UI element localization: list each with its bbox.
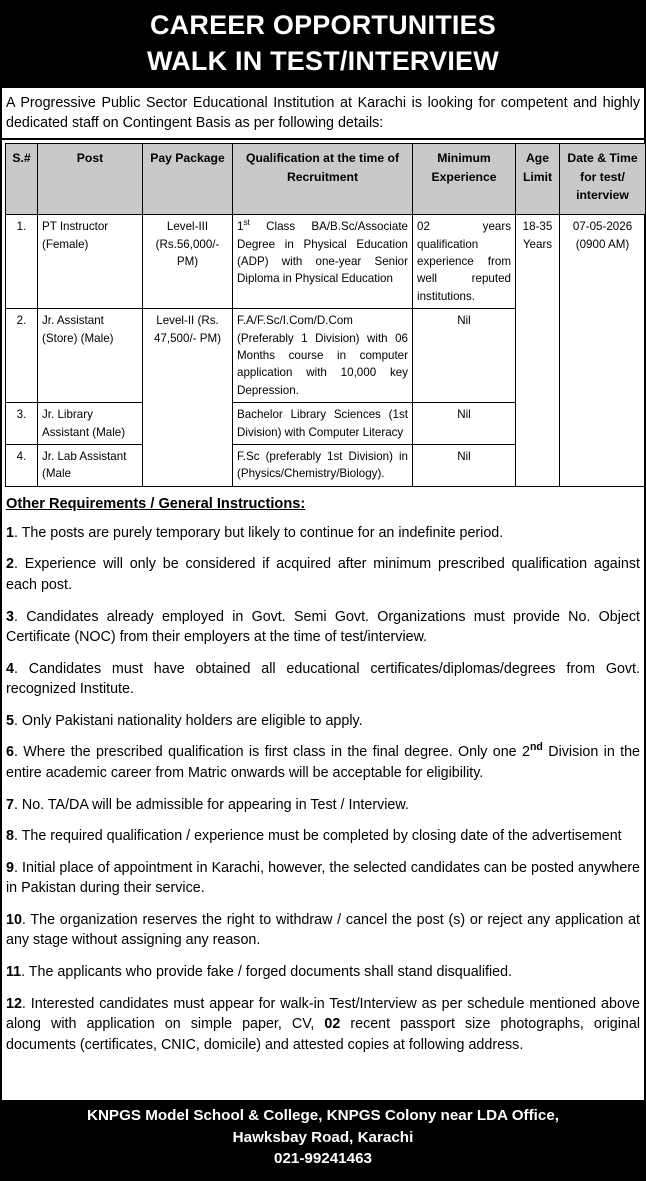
instruction-number: 8 (6, 828, 14, 845)
instruction-item-4 (6, 659, 640, 700)
instruction-item-6 (6, 742, 640, 783)
table-row (6, 215, 646, 309)
instruction-item-5 (6, 711, 640, 732)
qualification-prefix: 1 (237, 220, 244, 234)
instructions-heading: Other Requirements / General Instructions: (6, 495, 306, 512)
cell-qualification (233, 215, 413, 309)
instruction-number: 5 (6, 712, 14, 729)
instruction-item-12 (6, 994, 640, 1056)
instruction-text: . Experience will only be considered if acquired after minimum prescribed qualification against each post. (6, 556, 640, 593)
instruction-number: 3 (6, 608, 14, 625)
instruction-item-7 (6, 795, 640, 816)
instruction-text: . The organization reserves the right to withdraw / cancel the post (s) or reject any application at any stage without assigning any reason. (6, 911, 640, 949)
instruction-number: 7 (6, 796, 14, 813)
instruction-text-suffix: recent passport size photographs, original documents (certificates, CNIC, domicile) and attested copies at following address. (6, 1016, 640, 1053)
instruction-item-2 (6, 554, 640, 595)
cell-post: Jr. Assistant (Store) (Male) (38, 309, 143, 403)
instruction-superscript: nd (529, 741, 543, 754)
cell-post: Jr. Lab Assistant (Male (38, 444, 143, 486)
cell-post: Jr. Library Assistant (Male) (38, 403, 143, 445)
cell-experience: Nil (413, 444, 516, 486)
cell-qualification: Bachelor Library Sciences (1st Division) with Computer Literacy (233, 403, 413, 445)
instruction-text: . Initial place of appointment in Karachi, however, the selected candidates can be posted anywhere in Pakistan during their service. (6, 859, 640, 897)
table-header-row (6, 144, 646, 215)
column-header-post: Post (38, 144, 143, 215)
cell-serial: 3. (6, 403, 38, 445)
instruction-item-11 (6, 962, 640, 983)
instruction-number: 2 (6, 556, 14, 573)
qualification-body: Class BA/B.Sc/Associate Degree in Physical Education (ADP) with one-year Senior Diploma in Physical Education (237, 220, 408, 286)
footer-address-block (2, 1100, 644, 1179)
instruction-number: 9 (6, 859, 14, 876)
cell-serial: 2. (6, 309, 38, 403)
header-banner (2, 2, 644, 88)
instruction-text: . Candidates already employed in Govt. Semi Govt. Organizations must provide No. Object Certificate (NOC) from their employers at the time of test/interview. (6, 608, 640, 646)
address-line-2: Hawksbay Road, Karachi (232, 1128, 414, 1146)
cell-pay-package-merged: Level-II (Rs. 47,500/- PM) (143, 309, 233, 487)
cell-experience: Nil (413, 403, 516, 445)
contact-phone-number: 021-99241463 (274, 1150, 372, 1168)
cell-serial: 4. (6, 444, 38, 486)
instruction-text: . The required qualification / experience must be completed by closing date of the advertisement (13, 828, 622, 845)
cell-date-time: 07-05-2026 (0900 AM) (560, 215, 646, 486)
instruction-number: 12 (6, 995, 22, 1012)
instruction-number: 10 (6, 911, 22, 928)
column-header-experience: Minimum Experience (413, 144, 516, 215)
qualification-superscript: st (243, 217, 250, 228)
instruction-text-prefix: . Where the prescribed qualification is first class in the final degree. Only one 2 (13, 744, 530, 761)
banner-title-line-2: WALK IN TEST/INTERVIEW (147, 45, 499, 76)
instruction-item-10 (6, 910, 640, 951)
instruction-text: . Only Pakistani nationality holders are eligible to apply. (13, 712, 363, 729)
cell-post: PT Instructor (Female) (38, 215, 143, 309)
instruction-number: 1 (6, 524, 14, 541)
jobs-table (5, 143, 646, 486)
banner-title-line-1: CAREER OPPORTUNITIES (149, 10, 497, 40)
address-line-1: KNPGS Model School & College, KNPGS Colony near LDA Office, (87, 1107, 559, 1125)
instructions-section (2, 487, 644, 1101)
instruction-text-suffix: Division in the entire academic career from Matric onwards will be acceptable for eligibility. (6, 744, 641, 781)
instruction-text: . The posts are purely temporary but likely to continue for an indefinite period. (13, 524, 504, 541)
cell-age-limit: 18-35 Years (516, 215, 560, 486)
cell-qualification: F.A/F.Sc/I.Com/D.Com (Preferably 1 Division) with 06 Months course in computer application with 10,000 key Depression. (233, 309, 413, 403)
cell-experience: 02 years qualification experience from well reputed institutions. (413, 215, 516, 309)
instruction-item-1 (6, 523, 640, 544)
cell-qualification: F.Sc (preferably 1st Division) in (Physics/Chemistry/Biology). (233, 444, 413, 486)
column-header-pay-package: Pay Package (143, 144, 233, 215)
cell-pay-package: Level-III (Rs.56,000/- PM) (143, 215, 233, 309)
instruction-number: 4 (6, 660, 14, 677)
cell-serial: 1. (6, 215, 38, 309)
jobs-table-container (2, 140, 644, 486)
instruction-text-prefix: . Interested candidates must appear for walk-in Test/Interview as per schedule mentioned above along with application on simple paper, CV, (6, 995, 640, 1033)
instruction-item-3 (6, 607, 640, 648)
instruction-emphasis: 02 (324, 1016, 341, 1033)
instruction-text: . No. TA/DA will be admissible for appearing in Test / Interview. (13, 796, 409, 813)
instruction-item-8 (6, 826, 640, 847)
instruction-item-9 (6, 858, 640, 899)
column-header-date-time: Date & Time for test/ interview (560, 144, 646, 215)
instruction-text: . Candidates must have obtained all educational certificates/diplomas/degrees from Govt. recognized Institute. (6, 660, 640, 698)
column-header-age-limit: Age Limit (516, 144, 560, 215)
instruction-number: 6 (6, 744, 14, 761)
intro-paragraph: A Progressive Public Sector Educational Institution at Karachi is looking for competent and highly dedicated staff on Contingent Basis as per following details: (2, 88, 644, 141)
cell-experience: Nil (413, 309, 516, 403)
column-header-qualification: Qualification at the time of Recruitment (233, 144, 413, 215)
column-header-serial: S.# (6, 144, 38, 215)
instruction-text: . The applicants who provide fake / forged documents shall stand disqualified. (21, 964, 513, 981)
instruction-number: 11 (6, 964, 22, 981)
